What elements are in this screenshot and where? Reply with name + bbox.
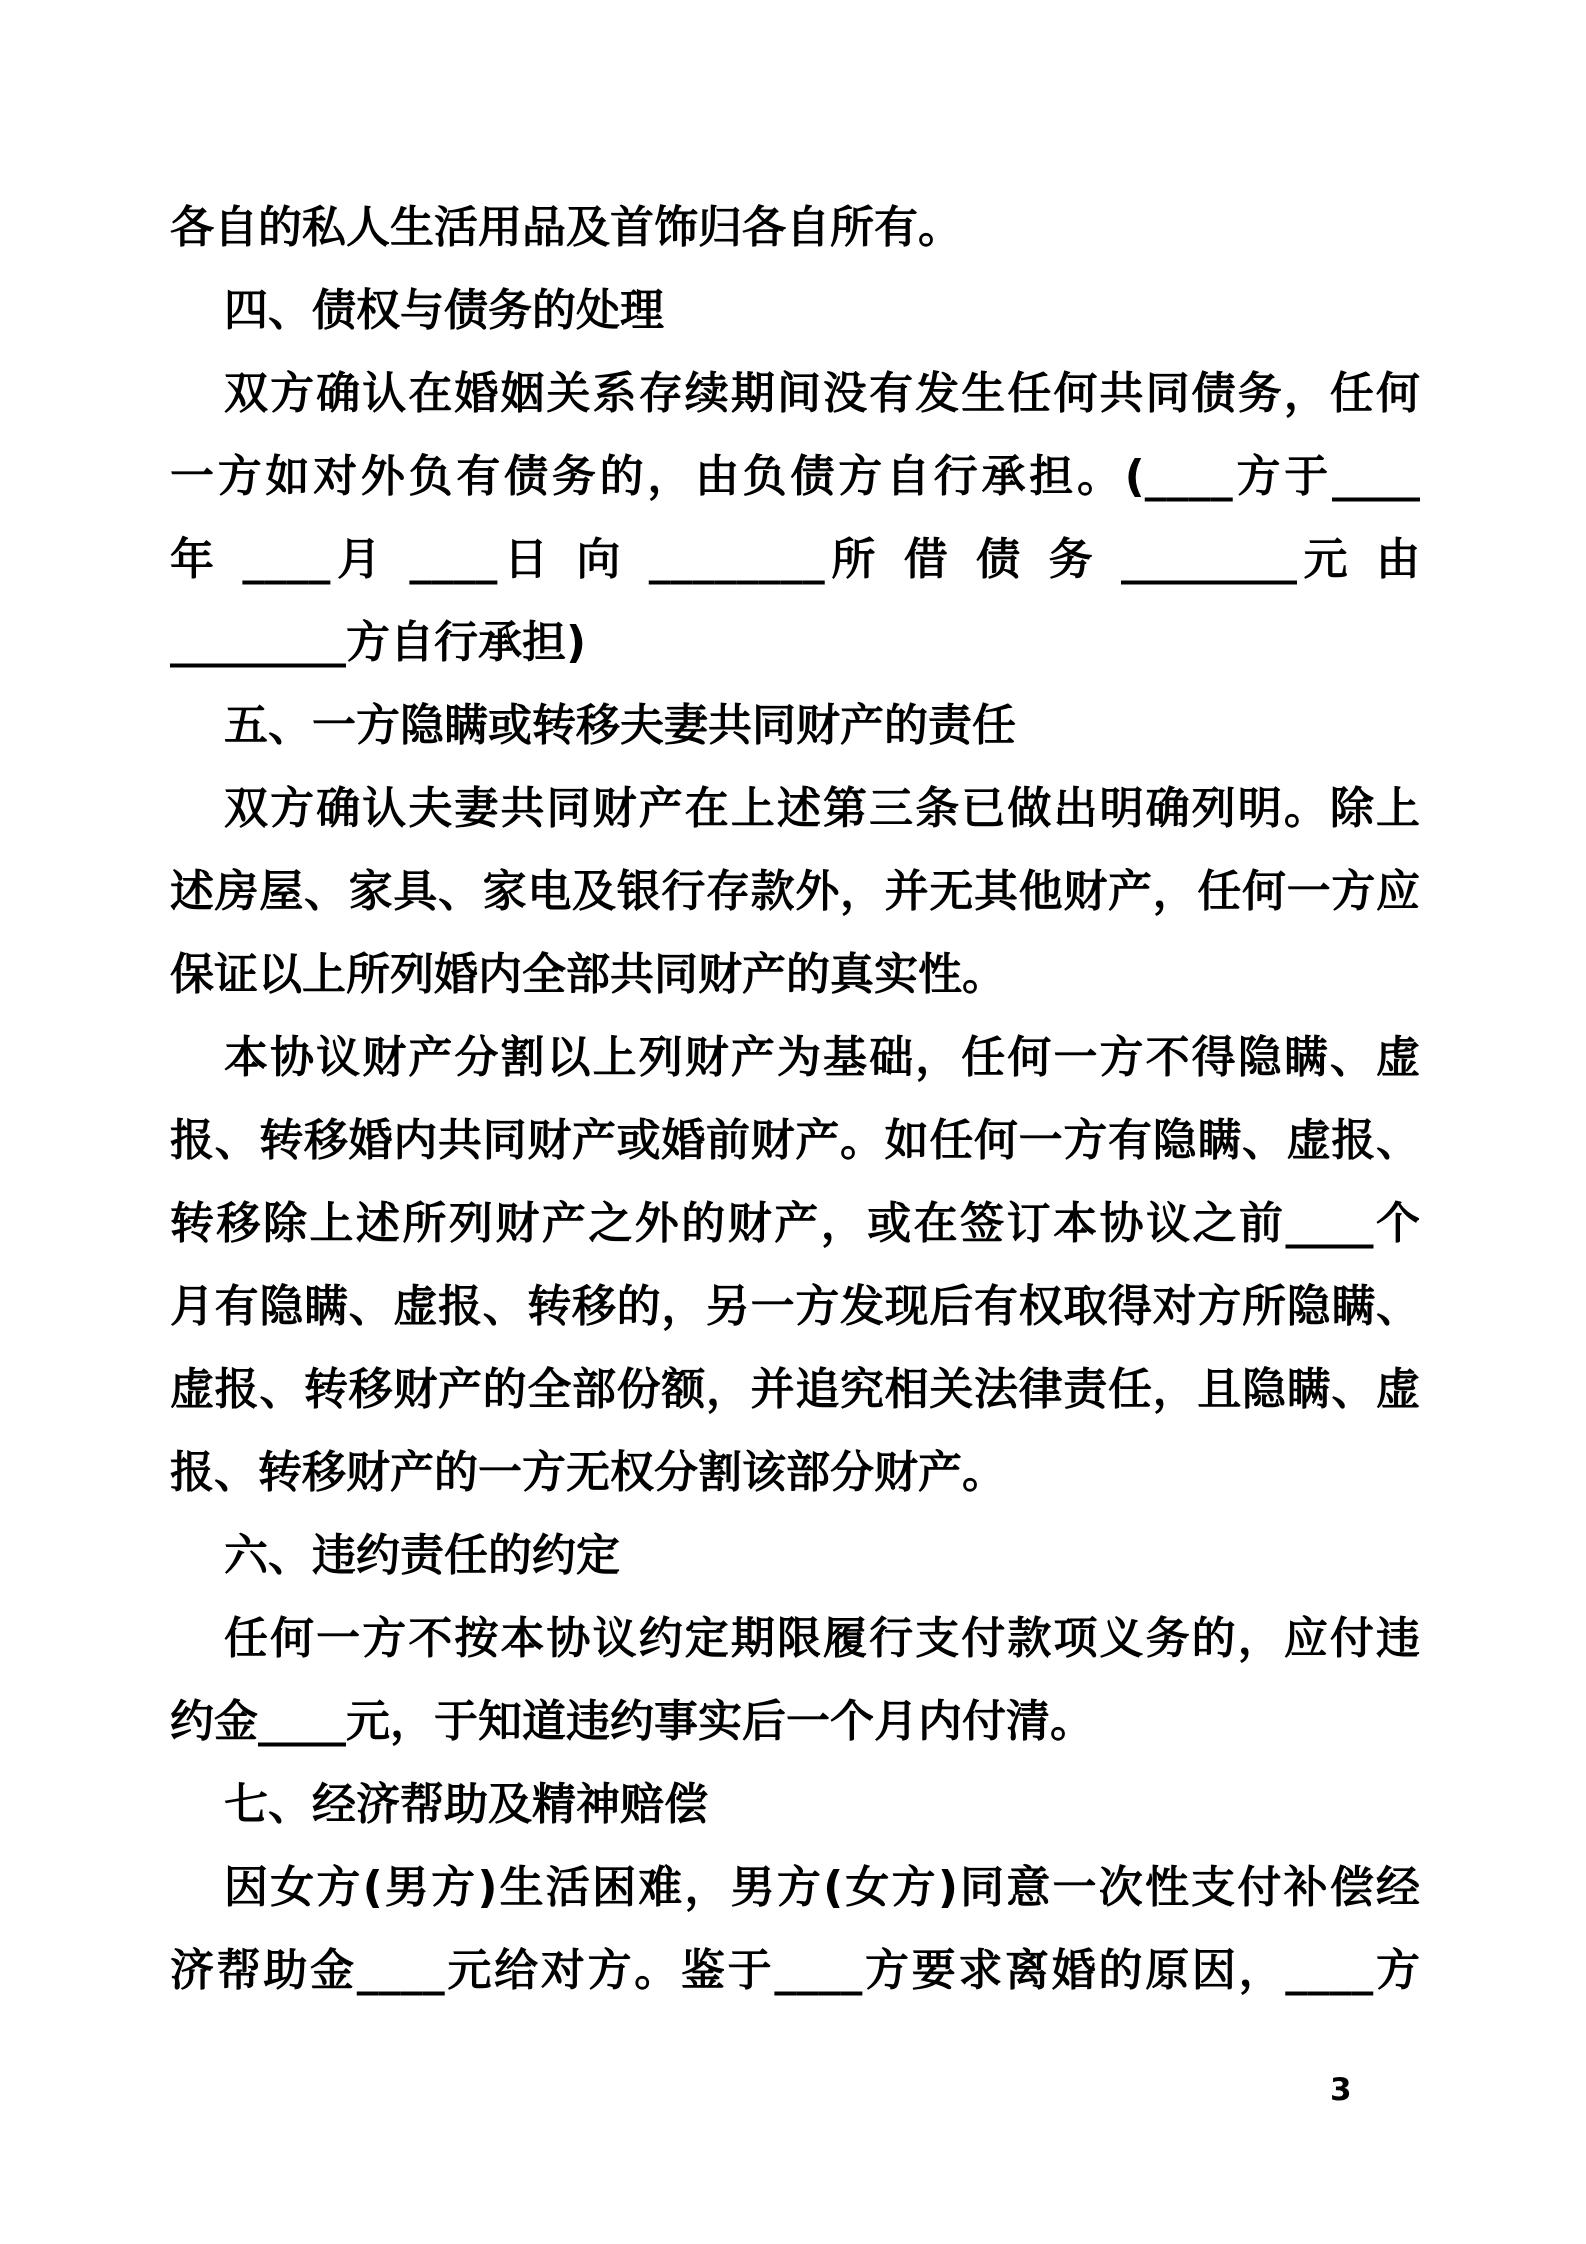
document-body — [170, 186, 1420, 2012]
text-line: 各自的私人生活用品及首饰归各自所有。 — [170, 202, 962, 253]
text-line: 本协议财产分割以上列财产为基础，任何一方不得隐瞒、虚 — [224, 1032, 1420, 1083]
text-line: 述房屋、家具、家电及银行存款外，并无其他财产，任何一方应 — [170, 866, 1420, 917]
text-line: 报、转移财产的一方无权分割该部分财产。 — [170, 1447, 1006, 1498]
text-line: 保证以上所列婚内全部共同财产的真实性。 — [170, 949, 1006, 1000]
text-line: 转移除上述所列财产之外的财产，或在签订本协议之前____个 — [170, 1198, 1420, 1249]
text-line: 双方确认在婚姻关系存续期间没有发生任何共同债务，任何 — [224, 368, 1420, 419]
page-number: 3 — [1330, 2072, 1352, 2108]
text-line: 一方如对外负有债务的，由负债方自行承担。(____方于____ — [170, 451, 1420, 502]
text-line: 月有隐瞒、虚报、转移的，另一方发现后有权取得对方所隐瞒、 — [170, 1281, 1420, 1332]
section-heading-7: 七、经济帮助及精神赔偿 — [224, 1779, 708, 1830]
text-line: 年 ____月 ____日 向 ________所 借 债 务 ________元 由 — [170, 534, 1420, 585]
text-line: ________方自行承担) — [170, 617, 587, 668]
section-heading-4: 四、债权与债务的处理 — [224, 285, 664, 336]
text-line: 约金____元，于知道违约事实后一个月内付清。 — [170, 1696, 1094, 1747]
text-line: 任何一方不按本协议约定期限履行支付款项义务的，应付违 — [224, 1613, 1420, 1664]
section-heading-5: 五、一方隐瞒或转移夫妻共同财产的责任 — [224, 700, 1016, 751]
text-line: 济帮助金____元给对方。鉴于____方要求离婚的原因，____方 — [170, 1945, 1420, 1996]
text-line: 虚报、转移财产的全部份额，并追究相关法律责任，且隐瞒、虚 — [170, 1364, 1420, 1415]
text-line: 报、转移婚内共同财产或婚前财产。如任何一方有隐瞒、虚报、 — [170, 1115, 1420, 1166]
text-line: 因女方(男方)生活困难，男方(女方)同意一次性支付补偿经 — [224, 1862, 1420, 1913]
section-heading-6: 六、违约责任的约定 — [224, 1530, 620, 1581]
text-line: 双方确认夫妻共同财产在上述第三条已做出明确列明。除上 — [224, 783, 1420, 834]
